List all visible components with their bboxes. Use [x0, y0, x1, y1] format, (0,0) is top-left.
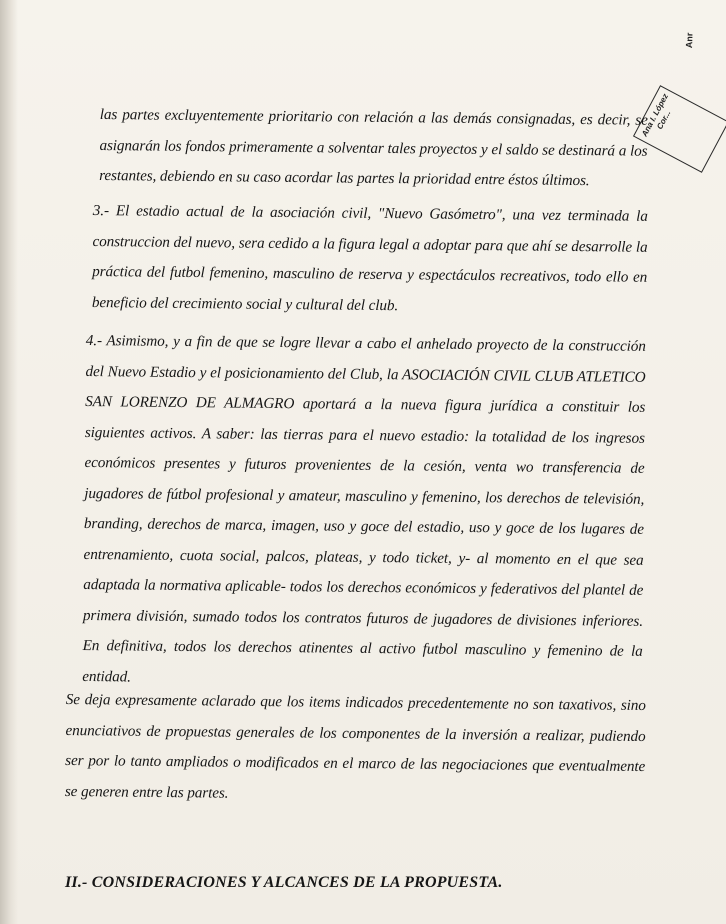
paragraph-priority-clause: las partes excluyentemente prioritario con relación a las demás consignadas, es decir, se asignarán los fondos primeramente a solventar tales proyectos y el saldo se destinará a los restantes, debiendo en su caso acordar las partes la prioridad entre éstos últimos. [99, 105, 648, 190]
paragraph-point-4-assets: 4.- Asimismo, y a fin de que se logre llevar a cabo el anhelado proyecto de la construcción del Nuevo Estadio y el posicionamiento del Club, la ASOCIACIÓN CIVIL CLUB ATLETICO SAN LORENZO DE ALMAGRO aportará a la nueva figura jurídica a constituir los siguientes activos. A saber: las tierras para el nuevo estadio: la totalidad de los ingresos económicos presentes y futuros provenientes de la cesión, venta wo transferencia de jugadores de fútbol profesional y amateur, masculino y femenino, los derechos de televisión, branding, derechos de marca, imagen, uso y goce del estadio, uso y goce de los lugares de entrenamiento, cuota social, palcos, plateas, y todo ticket, y- al momento en el que sea adaptada la normativa aplicable- todos los derechos económicos y federativos del plantel de primera división, sumado todos los contratos futuros de jugadores de divisiones inferiores. En definitiva, todos los derechos atinentes al activo futbol masculino y femenino de la entidad. [82, 331, 646, 685]
section-heading: II.- CONSIDERACIONES Y ALCANCES DE LA PROPUESTA. [65, 874, 503, 891]
page-edge-shadow [0, 0, 18, 924]
corner-mark: Anr [684, 32, 695, 49]
paragraph-point-3-stadium: 3.- El estadio actual de la asociación civil, "Nuevo Gasómetro", una vez terminada la construccion del nuevo, sera cedido a la figura legal a adoptar para que ahí se desarrolle la práctica del futbol femenino, masculino de reserva y espectáculos recreativos, todo ello en beneficio del crecimiento social y cultural del club. [91, 201, 648, 314]
paragraph-clarification: Se deja expresamente aclarado que los items indicados precedentemente no son taxativos, sino enunciativos de propuestas generales de los componentes de la inversión a realizar, pudiendo ser por lo tanto ampliados o modificados en el marco de las negociaciones que eventualmente se generen entre las partes. [64, 690, 646, 802]
notary-stamp: Ana I. López Cor... [633, 85, 726, 173]
